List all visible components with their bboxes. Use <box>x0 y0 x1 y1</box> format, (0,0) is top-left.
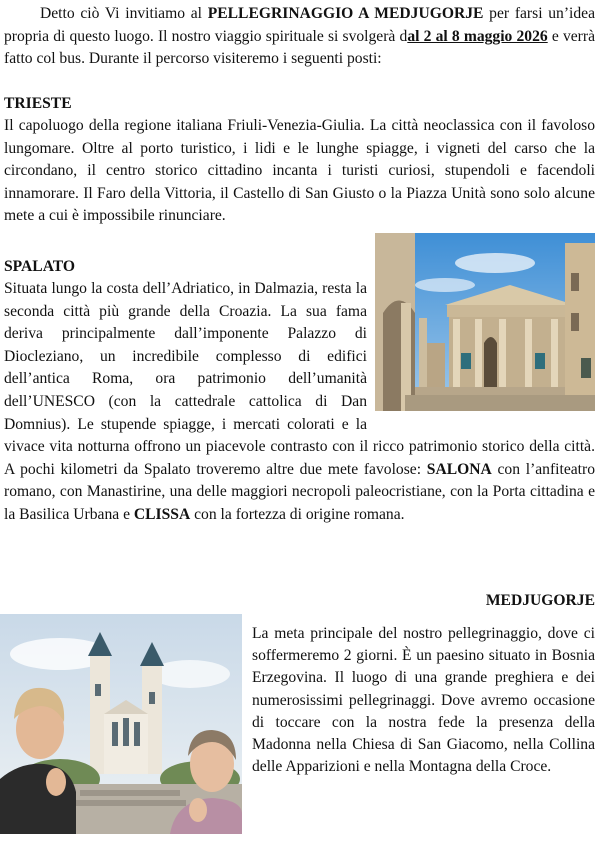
spalato-heading: SPALATO <box>4 258 76 275</box>
trieste-heading: TRIESTE <box>4 95 72 112</box>
section-medjugorje <box>0 590 595 834</box>
section-spalato <box>4 233 595 527</box>
section-trieste <box>4 93 595 228</box>
trip-dates: al 2 al 8 maggio 2026 <box>407 27 548 45</box>
spalato-text-1: Situata lungo la costa dell’Adriatico, in Dalmazia, resta la seconda città più grande della Croazia. La sua fama deriva principalmente dall’imponente Palazzo di Diocleziano, un incredibile complesso di edifici dell’antica Roma, ora patrimonio dell’umanità dell’UNESCO (con la cattedrale cattolica di Dan Domnius). Le stupende spiagge, i mercati colorati e la vivace vita notturna offrono un piacevole contrasto con il ricco patrimonio storico della città. A pochi kilometri da Spalato troveremo altre due mete favolose: <box>4 280 595 478</box>
trieste-text: Il capoluogo della regione italiana Friuli-Venezia-Giulia. La città neoclassica con il favoloso lungomare. Oltre al porto turistico, i lidi e le lunghe spiagge, i vigneti del carso che la circondano, il centro storico cittadino incanta i turisti curiosi, stupendoli e facendoli innamorare. Il Faro della Vittoria, il Castello di San Giusto o la Piazza Unità sono solo alcune mete a cui è impossibile rinunciare. <box>4 117 595 225</box>
clissa-name: CLISSA <box>133 505 191 523</box>
medjugorje-heading: MEDJUGORJE <box>485 592 595 609</box>
intro-text-2: per farsi un’idea propria di questo luogo. Il nostro viaggio spirituale si svolgerà d <box>4 5 596 45</box>
intro-text-1: Detto ciò Vi invitiamo al <box>40 5 208 22</box>
medjugorje-text: La meta principale del nostro pellegrinaggio, dove ci soffermeremo 2 giorni. È un paesino situato in Bosnia Erzegovina. Il luogo di una grande preghiera e dei numerosissimi pellegrinaggi. Dove avremo occasione di toccare con la nostra fede la presenza della Madonna nella Chiesa di San Giacomo, nella Collina delle Apparizioni e nella Montagna della Croce. <box>252 625 595 776</box>
spalato-text-3: con la fortezza di origine romana. <box>190 505 405 523</box>
spalato-text-2: con l’anfiteatro romano, con Manastirine, una delle maggiori necropoli paleocristiane, con la Porta cittadina e la Basilica Urbana e <box>4 460 596 523</box>
salona-name: SALONA <box>426 460 492 478</box>
diocletian-palace-image <box>375 233 595 411</box>
st-james-church-image <box>0 614 242 834</box>
pilgrimage-title: PELLEGRINAGGIO A MEDJUGORJE <box>207 5 484 22</box>
spalato-palace-photo <box>375 233 595 411</box>
medjugorje-church-photo <box>0 614 242 834</box>
intro-text-3: e verrà fatto col bus. Durante il percorso visiteremo i seguenti posti: <box>4 27 595 68</box>
intro-paragraph <box>4 3 595 71</box>
